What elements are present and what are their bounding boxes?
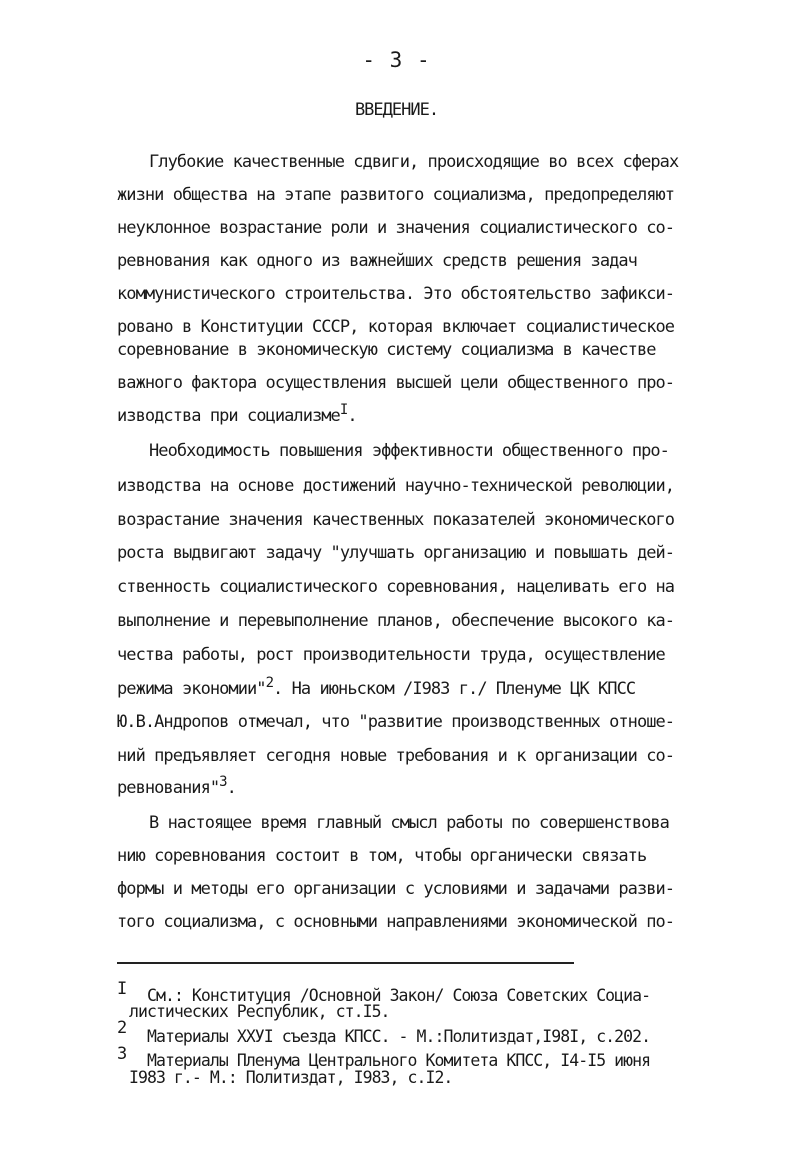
footnote-text: См.: Конституция /Основной Закон/ Союза Советских Социа- xyxy=(147,986,651,1005)
footnote-mark: 3 xyxy=(117,1044,128,1064)
paragraph-line: ственность социалистического соревнования, нацеливать его на xyxy=(117,577,675,597)
line-text: изводства при социализме xyxy=(117,406,340,426)
footnote-ref: 2 xyxy=(265,675,274,691)
section-heading: ВВЕДЕНИЕ. xyxy=(354,100,439,120)
footnote-text: листических Республик, ст.I5. xyxy=(129,1002,390,1021)
paragraph-line: чества работы, рост производительности труда, осуществление xyxy=(117,645,665,665)
paragraph-line: того социализма, с основными направлениями экономической по- xyxy=(117,912,675,932)
paragraph-line: Ю.В.Андропов отмечал, что "развитие производственных отноше- xyxy=(117,712,675,732)
line-tail: . На июньском /I983 г./ Пленуме ЦК КПСС xyxy=(273,679,636,699)
paragraph-line: ревнования как одного из важнейших средств решения задач xyxy=(117,251,637,271)
paragraph-line xyxy=(117,675,636,699)
paragraph-line: коммунистического строительства. Это обстоятельство зафикси- xyxy=(117,284,675,304)
paragraph-line: роста выдвигают задачу "улучшать организацию и повышать дей- xyxy=(117,543,675,563)
paragraph-line: В настоящее время главный смысл работы по совершенствова xyxy=(149,813,669,833)
page-number: - 3 - xyxy=(362,48,431,72)
paragraph-line: важного фактора осуществления высшей цели общественного про- xyxy=(117,373,675,393)
paragraph-line: Необходимость повышения эффективности общественного про- xyxy=(149,441,669,461)
paragraph-line xyxy=(117,774,236,798)
line-tail: . xyxy=(226,778,236,798)
footnote-mark: I xyxy=(117,979,128,999)
footnote-text: Материалы ХХУI съезда КПСС. - М.:Политиздат,I98I, с.202. xyxy=(147,1027,651,1046)
line-text: режима экономии" xyxy=(117,679,266,699)
footnote-text: Материалы Пленума Центрального Комитета КПСС, I4-I5 июня xyxy=(147,1051,651,1070)
paragraph-line xyxy=(117,402,357,426)
footnote-text: I983 г.- М.: Политиздат, I983, с.I2. xyxy=(129,1068,453,1087)
paragraph-line: формы и методы его организации с условиями и задачами разви- xyxy=(117,879,675,899)
line-text: ревнования" xyxy=(117,778,220,798)
paragraph-line: изводства на основе достижений научно-технической революции, xyxy=(117,476,675,496)
line-tail: . xyxy=(347,406,357,426)
footnote-ref: 3 xyxy=(219,774,227,790)
paragraph-line: возрастание значения качественных показателей экономического xyxy=(117,510,675,530)
paragraph-line: неуклонное возрастание роли и значения социалистического со- xyxy=(117,218,675,238)
paragraph-line: нию соревнования состоит в том, чтобы органически связать xyxy=(117,846,647,866)
paragraph-line: выполнение и перевыполнение планов, обеспечение высокого ка- xyxy=(117,611,675,631)
paragraph-line: соревнование в экономическую систему социализма в качестве xyxy=(117,340,656,360)
paragraph-line: ний предъявляет сегодня новые требования и к организации со- xyxy=(117,746,675,766)
paragraph-line: жизни общества на этапе развитого социализма, предопределяют xyxy=(117,185,675,205)
footnote-mark: 2 xyxy=(117,1018,128,1038)
paragraph-line: ровано в Конституции СССР, которая включает социалистическое xyxy=(117,317,675,337)
footnote-separator xyxy=(117,962,574,964)
paragraph-line: Глубокие качественные сдвиги, происходящие во всех сферах xyxy=(149,152,679,172)
footnote-ref: I xyxy=(339,402,348,418)
